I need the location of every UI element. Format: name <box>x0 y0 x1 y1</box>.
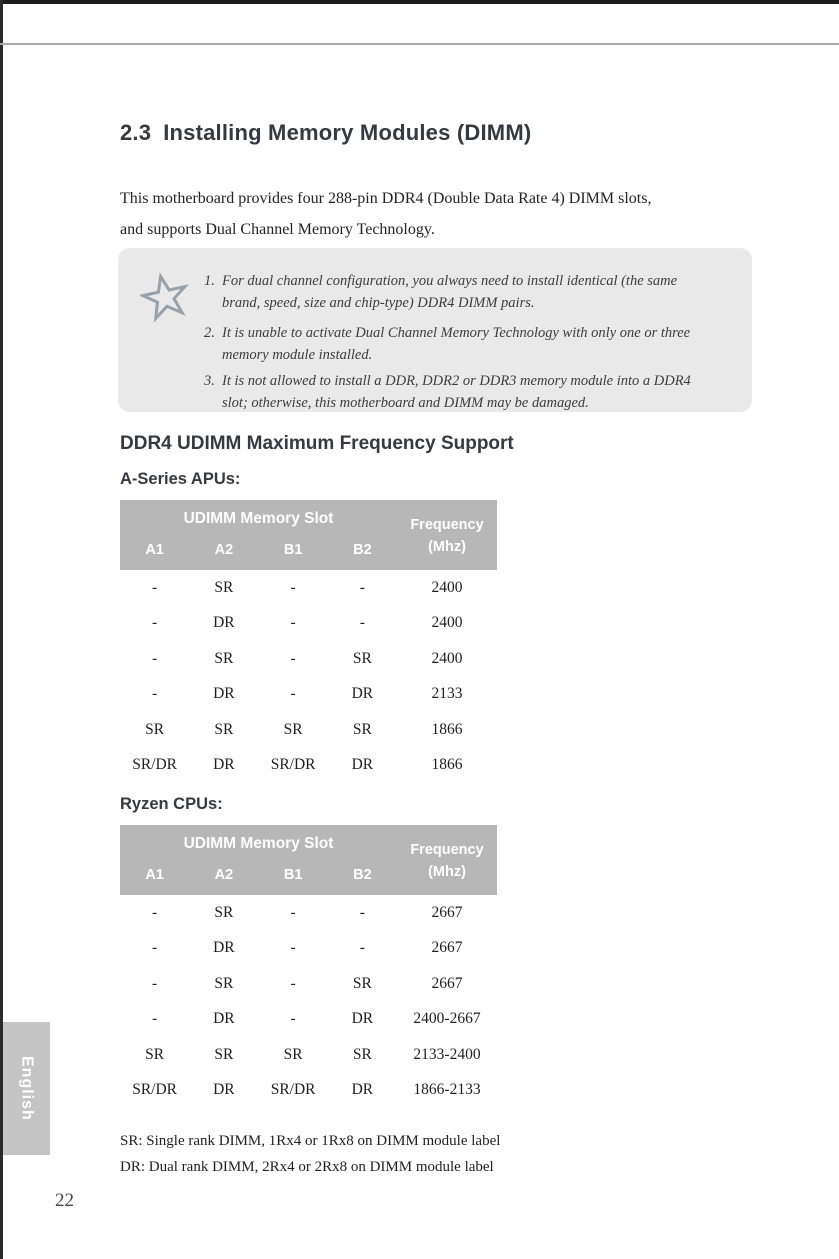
note-item-3 <box>204 370 704 414</box>
slot-cell: SR <box>214 974 234 992</box>
slot-cell: DR <box>213 685 235 703</box>
slot-cell: SR <box>352 649 372 667</box>
frequency-cell: 2667 <box>431 939 463 957</box>
top-border-bar <box>0 0 839 4</box>
slot-cell: - <box>290 685 296 703</box>
slot-cell: - <box>152 974 158 992</box>
note-item-text: It is unable to activate Dual Channel Memory Technology with only one or three memory module installed. <box>222 325 691 363</box>
slot-cell: - <box>290 903 296 921</box>
slot-cell: SR/DR <box>270 1081 316 1099</box>
frequency-cell: 1866-2133 <box>413 1081 481 1099</box>
note-item-number: 2. <box>204 325 215 341</box>
table-body <box>120 570 497 783</box>
slot-cell: SR <box>214 1045 234 1063</box>
intro-paragraph <box>120 183 720 245</box>
note-item-text: It is not allowed to install a DDR, DDR2 or DDR3 memory module into a DDR4 slot; otherwise, this motherboard and DIMM may be damaged. <box>222 373 691 411</box>
a-series-table-label: A-Series APUs: <box>120 470 241 488</box>
slot-cell: - <box>290 1010 296 1028</box>
frequency-support-heading: DDR4 UDIMM Maximum Frequency Support <box>120 433 514 454</box>
slot-cell: SR <box>214 903 234 921</box>
slot-cell: SR <box>283 720 303 738</box>
note-item-number: 1. <box>204 273 215 289</box>
slot-cell: DR <box>351 1010 374 1028</box>
language-tab-english <box>3 1022 50 1155</box>
page-number: 22 <box>55 1190 74 1211</box>
table-row <box>120 931 497 967</box>
frequency-cell: 1866 <box>431 756 463 774</box>
slot-cell: - <box>359 614 365 632</box>
table-row <box>120 1002 497 1038</box>
slot-cell: - <box>359 939 365 957</box>
table-row <box>120 895 497 931</box>
note-list <box>204 270 704 418</box>
intro-line-2: and supports Dual Channel Memory Technology. <box>120 221 435 238</box>
ryzen-table-block <box>120 795 497 1108</box>
note-item-text: For dual channel configuration, you always need to install identical (the same brand, speed, size and chip-type) DDR4 DIMM pairs. <box>222 273 678 311</box>
table-header <box>120 825 497 895</box>
a-series-table-block <box>120 470 497 783</box>
table-row <box>120 712 497 748</box>
slot-cell: - <box>152 1010 158 1028</box>
column-header-b1: B1 <box>283 867 303 883</box>
frequency-header-line-1: Frequency <box>410 842 484 858</box>
table-row <box>120 570 497 606</box>
frequency-cell: 2400-2667 <box>413 1010 481 1028</box>
slot-cell: SR <box>214 649 234 667</box>
footnote-sr: SR: Single rank DIMM, 1Rx4 or 1Rx8 on DIMM module label <box>120 1133 501 1149</box>
table-body <box>120 895 497 1108</box>
table-row <box>120 966 497 1002</box>
slot-cell: - <box>152 578 158 596</box>
slot-cell: - <box>152 685 158 703</box>
slot-cell: SR <box>145 720 165 738</box>
table-header-group-label: UDIMM Memory Slot <box>183 510 334 527</box>
ryzen-table-label: Ryzen CPUs: <box>120 795 223 813</box>
slot-cell: SR <box>145 1045 165 1063</box>
frequency-cell: 2133 <box>431 685 463 703</box>
frequency-cell: 1866 <box>431 720 463 738</box>
page-title <box>120 120 531 146</box>
footnote-dr: DR: Dual rank DIMM, 2Rx4 or 2Rx8 on DIMM module label <box>120 1159 494 1175</box>
table-row <box>120 677 497 713</box>
frequency-cell: 2400 <box>431 578 463 596</box>
column-header-b2: B2 <box>353 542 372 558</box>
frequency-header-line-1: Frequency <box>410 517 484 533</box>
star-icon <box>140 272 190 322</box>
slot-cell: - <box>290 614 296 632</box>
frequency-header-line-2: (Mhz) <box>428 864 466 880</box>
intro-line-1: This motherboard provides four 288-pin DDR4 (Double Data Rate 4) DIMM slots, <box>120 190 652 207</box>
slot-cell: SR <box>283 1045 303 1063</box>
note-item-1 <box>204 270 704 314</box>
column-header-a1: A1 <box>145 867 164 883</box>
slot-cell: DR <box>213 614 235 632</box>
rank-footnotes <box>120 1128 580 1180</box>
slot-cell: SR <box>352 1045 372 1063</box>
slot-cell: - <box>290 649 296 667</box>
frequency-cell: 2400 <box>431 649 463 667</box>
slot-cell: SR/DR <box>132 756 178 774</box>
table-row <box>120 748 497 784</box>
frequency-header-line-2: (Mhz) <box>428 539 466 555</box>
column-header-a1: A1 <box>145 542 164 558</box>
slot-cell: - <box>152 939 158 957</box>
table-header-slots <box>120 825 397 895</box>
table-row <box>120 1073 497 1109</box>
column-header-a2: A2 <box>214 542 234 558</box>
slot-cell: DR <box>351 685 374 703</box>
table-row <box>120 641 497 677</box>
slot-cell: SR <box>214 720 234 738</box>
slot-cell: DR <box>213 1010 235 1028</box>
frequency-cell: 2667 <box>431 974 463 992</box>
frequency-cell: 2133-2400 <box>413 1045 481 1063</box>
column-header-b2: B2 <box>353 867 372 883</box>
slot-cell: - <box>359 903 365 921</box>
note-item-number: 3. <box>204 373 215 389</box>
table-header <box>120 500 497 570</box>
frequency-cell: 2667 <box>431 903 463 921</box>
slot-cell: SR/DR <box>132 1081 178 1099</box>
table-row <box>120 606 497 642</box>
slot-cell: SR <box>352 974 372 992</box>
column-header-frequency <box>397 825 497 895</box>
slot-cell: - <box>290 578 296 596</box>
slot-cell: DR <box>213 1081 235 1099</box>
frequency-cell: 2400 <box>431 614 463 632</box>
table-header-columns <box>120 867 397 883</box>
section-title-text: Installing Memory Modules (DIMM) <box>163 120 532 145</box>
table-header-group-label: UDIMM Memory Slot <box>183 835 334 852</box>
slot-cell: - <box>359 578 365 596</box>
slot-cell: - <box>152 903 158 921</box>
table-header-columns <box>120 542 397 558</box>
slot-cell: DR <box>351 756 374 774</box>
slot-cell: DR <box>351 1081 374 1099</box>
page-header-rule <box>0 43 839 45</box>
column-header-a2: A2 <box>214 867 234 883</box>
language-tab-label: English <box>18 1056 36 1121</box>
column-header-frequency <box>397 500 497 570</box>
table-header-slots <box>120 500 397 570</box>
slot-cell: - <box>152 614 158 632</box>
section-number: 2.3 <box>120 120 152 145</box>
note-box <box>118 248 752 412</box>
slot-cell: - <box>290 974 296 992</box>
slot-cell: DR <box>213 939 235 957</box>
slot-cell: SR <box>214 578 234 596</box>
slot-cell: DR <box>213 756 235 774</box>
slot-cell: SR/DR <box>270 756 316 774</box>
note-item-2 <box>204 322 704 366</box>
slot-cell: SR <box>352 720 372 738</box>
slot-cell: - <box>152 649 158 667</box>
column-header-b1: B1 <box>283 542 303 558</box>
table-row <box>120 1037 497 1073</box>
slot-cell: - <box>290 939 296 957</box>
